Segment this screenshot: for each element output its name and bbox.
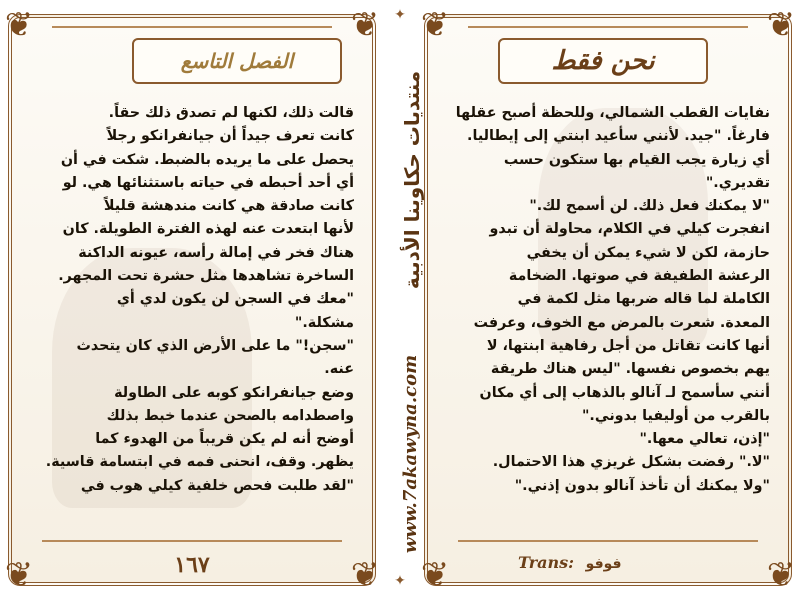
text-line: أنني سأسمح لـ آنالو بالذهاب إلى أي مكان [479,384,770,401]
chapter-title: الفصل التاسع [132,38,342,84]
text-line: أوضح أنه لم يكن قريباً من الهدوء كما [95,431,354,448]
ornament-corner-icon: ❦ [4,5,34,45]
right-page-text [442,102,770,530]
text-line: "سجن!" ما على الأرض الذي كان يتحدث [76,337,354,354]
book-title: نحن فقط [498,38,708,84]
star-icon: ✦ [394,573,406,589]
forum-name: منتديات حكاوينا الأدبية [400,70,424,290]
website-url: www.7akawyna.com [400,354,421,554]
text-line: كانت تعرف جيداً أن جيانفرانكو رجلاً [106,128,354,145]
text-line: هناك فخر في إمالة رأسه، عيونه الداكنة [78,244,354,261]
text-line: الكاملة لما قاله ضربها مثل لكمة في [517,291,770,308]
text-line: لأنها ابتعدت عنه لهذه الفترة الطويلة. كان [62,221,354,238]
ornament-corner-icon: ❦ [420,555,450,595]
text-line: أي أحد أحبطه في حياته باستثنائها هي. لو [62,174,354,191]
text-line: مشكلة." [294,314,354,331]
text-line: وضع جيانفرانكو كوبه على الطاولة [114,384,354,401]
ornament-corner-icon: ❦ [350,5,380,45]
text-line: حازمة، لكن لا شيء يمكن أن يخفي [526,244,770,261]
text-line: "لا." رفضت بشكل غريزي هذا الاحتمال. [492,454,770,471]
text-line: يهم بخصوص نفسها. "ليس هناك طريقة [490,361,770,378]
text-line: أنها كانت تقاتل من أجل رفاهية ابنتها، لا [486,337,770,354]
text-line: "معك في السجن لن يكون لدي أي [116,291,354,308]
page-number: ١٦٧ [174,552,210,578]
text-line: الساخرة تشاهدها مثل حشرة تحت المجهر. [58,268,354,285]
text-line: "إذن، تعالي معها." [639,431,770,448]
text-line: فارغاً. "جيد. لأنني سأعيد ابنتي إلى إيطاليا. [467,128,770,145]
bottom-divider [42,540,342,542]
text-line: يظهر. وقف، انحنى فمه في ابتسامة قاسية. [45,454,354,471]
text-line: انفجرت كيلي في الكلام، محاولة أن تبدو [489,221,770,238]
ornament-corner-icon: ❦ [420,5,450,45]
text-line: "لقد طلبت فحص خلفية كيلي هوب في [80,477,354,494]
text-line: عنه. [324,361,354,378]
ornament-corner-icon: ❦ [766,5,796,45]
text-line: الرعشة الطفيفة في صوتها. الضخامة [508,268,770,285]
text-line: كانت صادقة هي كانت مندهشة قليلاً [103,198,354,215]
ornament-corner-icon: ❦ [350,555,380,595]
left-page [4,5,380,595]
bottom-divider [458,540,758,542]
star-icon: ✦ [394,7,406,23]
top-divider [468,26,748,28]
translator-credit [514,553,674,572]
translator-label: Trans: [518,553,575,572]
text-line: قالت ذلك، لكنها لم تصدق ذلك حقاً. [108,105,354,121]
text-line: المعدة. شعرت بالمرض مع الخوف، وعرفت [473,314,770,331]
ornament-corner-icon: ❦ [4,555,34,595]
text-line: "لا يمكنك فعل ذلك. لن أسمح لك." [529,198,770,215]
text-line: واصطدامه بالصحن عندما خبط بذلك [106,407,354,424]
top-divider [52,26,332,28]
text-line: "ولا يمكنك أن تأخذ آنالو بدون إذني." [514,477,770,494]
text-line: يحصل على ما يريده بالضبط. شكت في أن [60,151,354,168]
right-page [420,5,796,595]
left-page-text [26,102,354,530]
text-line: نفايات القطب الشمالي، وللحظة أصبح عقلها [455,105,770,121]
text-line: بالقرب من أوليفيا بدوني." [581,407,770,424]
ornament-corner-icon: ❦ [766,555,796,595]
text-line: أي زيارة يجب القيام بها ستكون حسب [503,151,770,168]
book-spine [376,0,424,600]
text-line: تقديري." [705,174,770,191]
translator-name: فوفو [585,556,622,572]
